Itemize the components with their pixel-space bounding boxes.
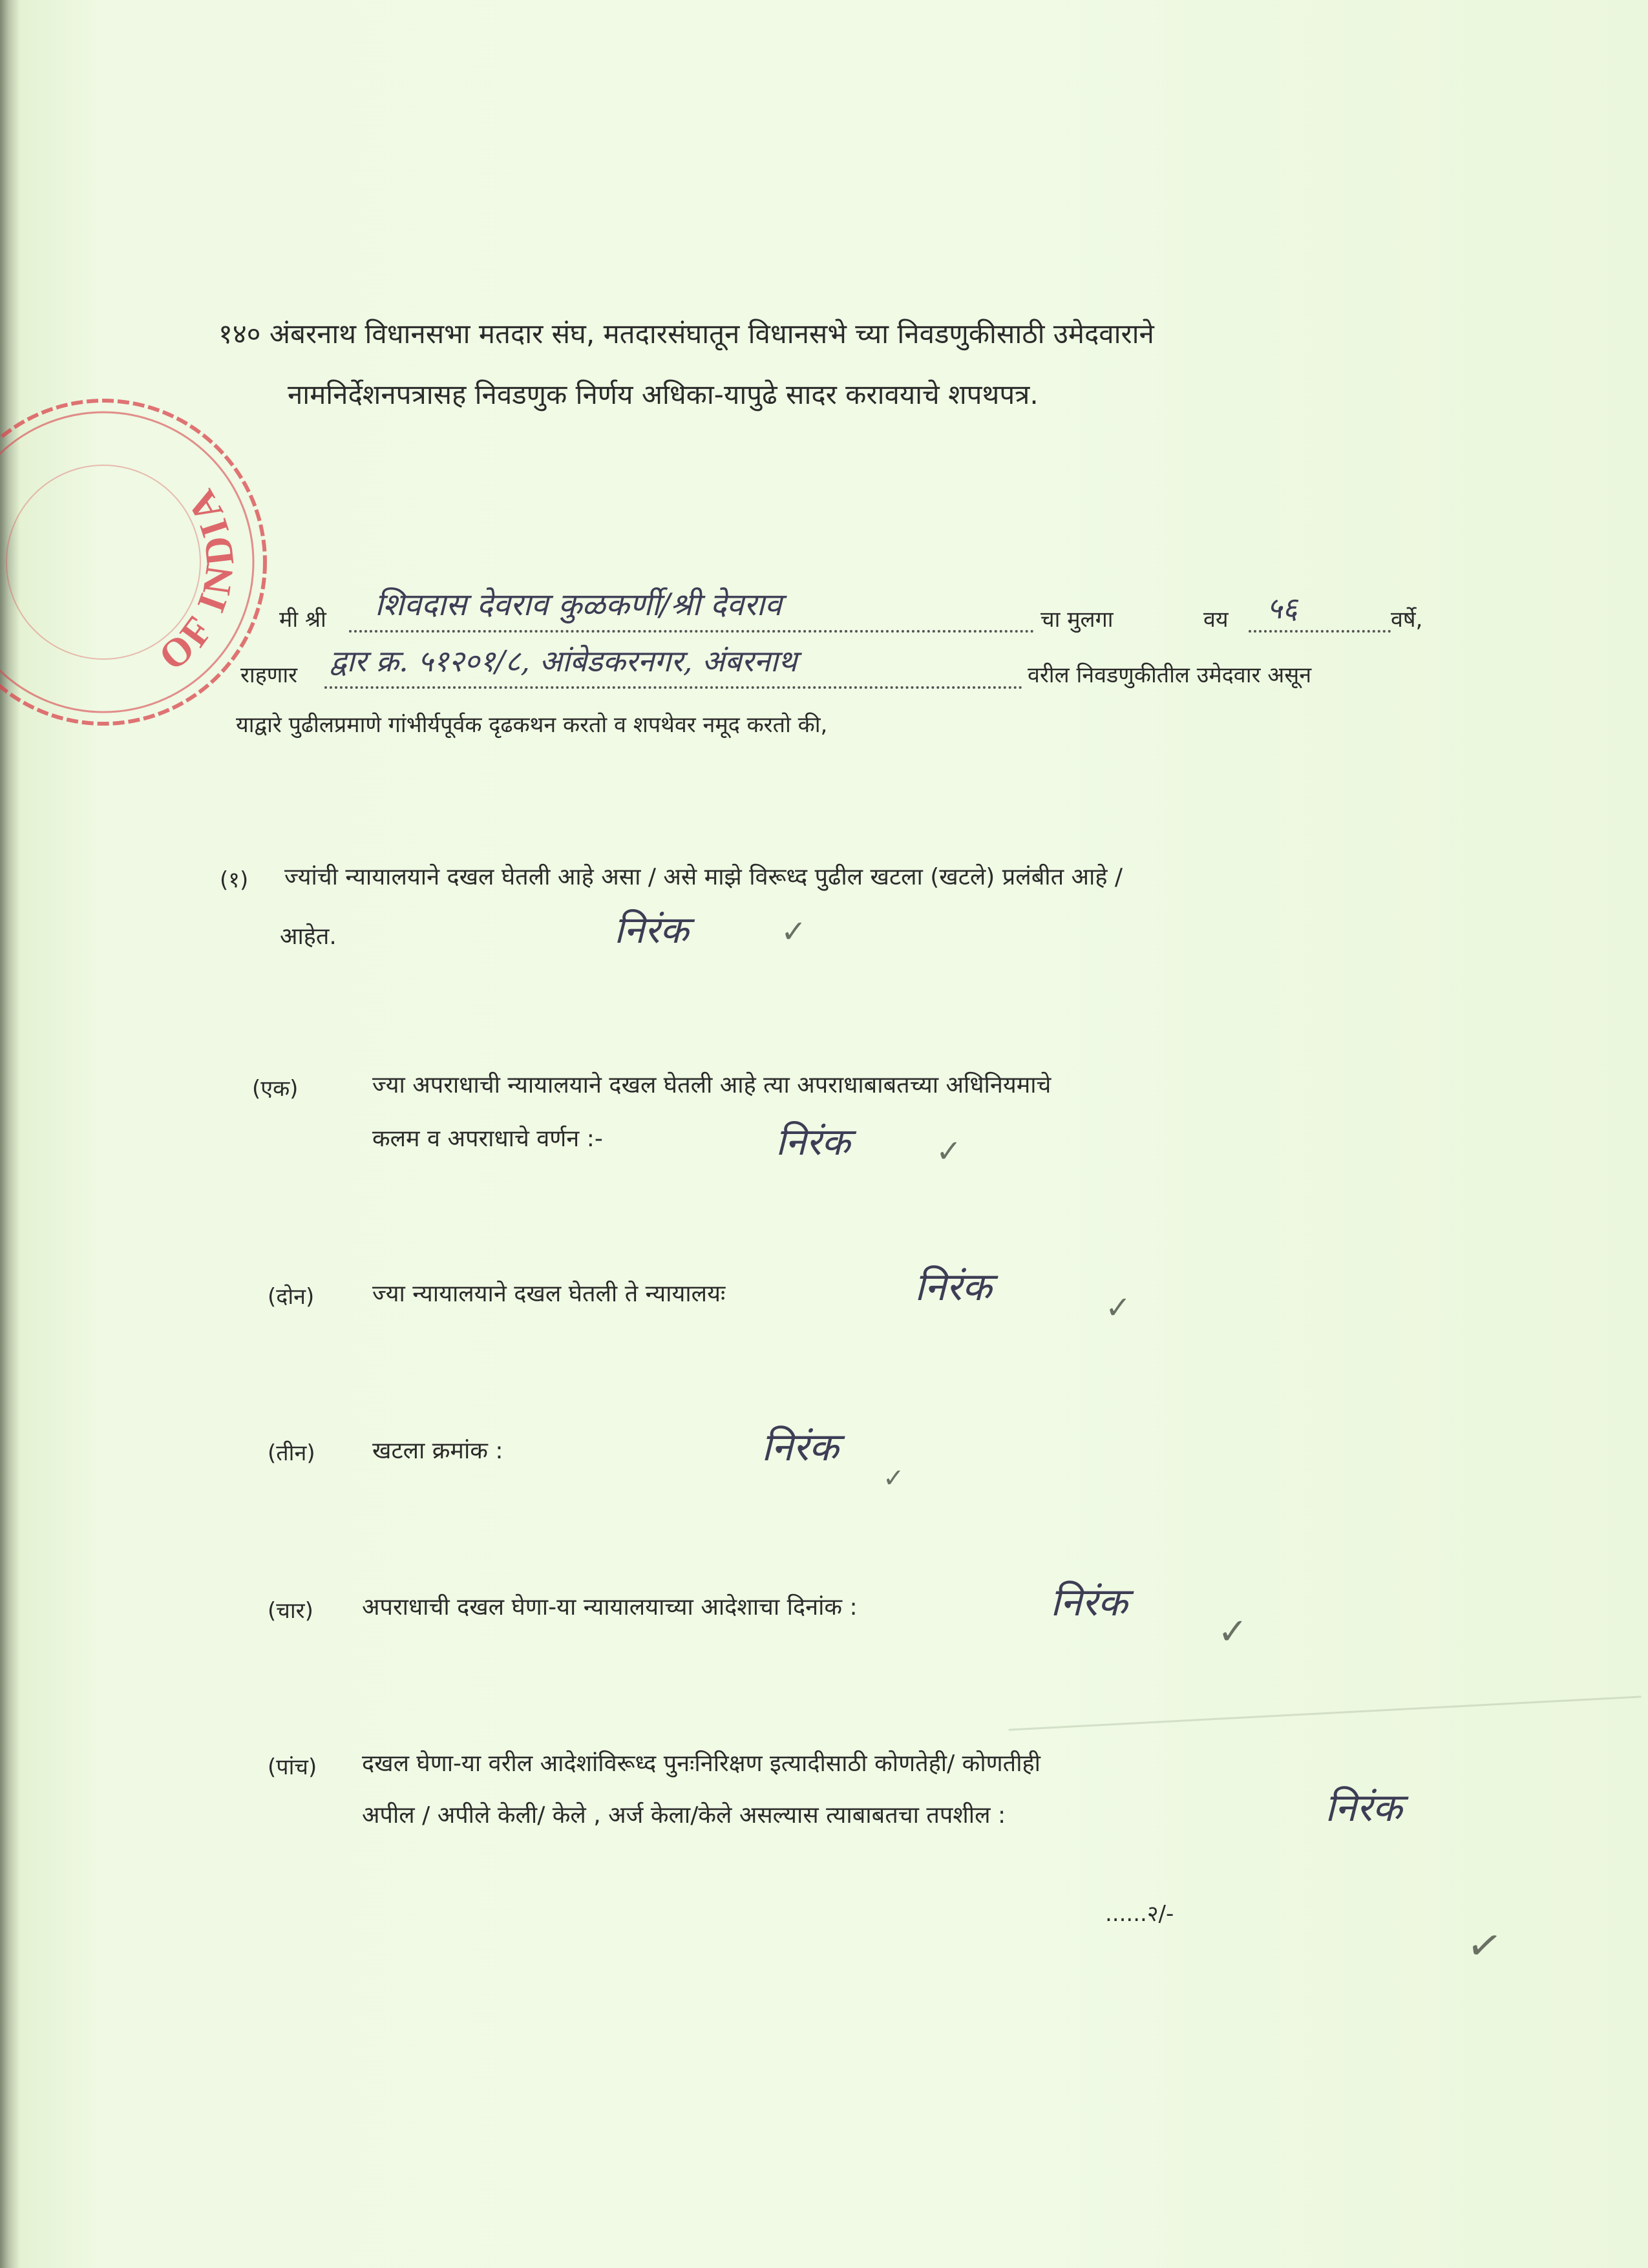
check-tick-3: ✓ [1105, 1290, 1132, 1326]
address-fill-line [324, 686, 1022, 689]
item-a-number: (एक) [252, 1076, 299, 1102]
check-tick-1: ✓ [781, 914, 807, 950]
years-label: वर्षे, [1391, 607, 1423, 633]
item-1-line-2: आहेत. [280, 923, 337, 950]
seal-stamp [0, 388, 278, 737]
item-e-line-1: दखल घेणा-या वरील आदेशांविरूध्द पुनःनिरिक्षण इत्यादीसाठी कोणतेही/ कोणतीही [362, 1750, 1041, 1777]
item-e-number: (पांच) [268, 1754, 317, 1780]
item-a-answer-handwritten: निरंक [776, 1120, 850, 1164]
item-b-text: ज्या न्यायालयाने दखल घेतली ते न्यायालयः [372, 1281, 726, 1307]
candidate-text: वरील निवडणुकीतील उमेदवार असून [1028, 662, 1312, 688]
item-a-line-1: ज्या अपराधाची न्यायालयाने दखल घेतली आहे त्या अपराधाबाबतच्या अधिनियमाचे [372, 1072, 1051, 1098]
item-e-line-2: अपील / अपीले केली/ केले , अर्ज केला/केले असल्यास त्याबाबतचा तपशील : [362, 1802, 1006, 1829]
header-line-2: नामनिर्देशनपत्रासह निवडणुक निर्णय अधिका-यापुढे सादर करावयाचे शपथपत्र. [288, 379, 1039, 410]
seal-text: OF INDIA [151, 479, 243, 679]
check-tick-6: ✓ [1463, 1919, 1506, 1973]
age-label: वय [1203, 607, 1229, 633]
declaration-prefix: मी श्री [279, 607, 326, 633]
check-tick-2: ✓ [936, 1133, 962, 1170]
header-line-1: १४० अंबरनाथ विधानसभा मतदार संघ, मतदारसंघातून विधानसभे च्या निवडणुकीसाठी उमेदवाराने [218, 318, 1154, 350]
age-handwritten: ५६ [1267, 591, 1298, 625]
age-fill-line [1249, 630, 1391, 633]
item-d-number: (चार) [268, 1598, 313, 1624]
item-b-answer-handwritten: निरंक [914, 1265, 992, 1310]
candidate-name-handwritten: शिवदास देवराव कुळकर्णी/श्री देवराव [375, 587, 782, 623]
item-1-answer-handwritten: निरंक [614, 908, 689, 952]
item-1-line-1: ज्यांची न्यायालयाने दखल घेतली आहे असा / असे माझे विरूध्द पुढील खटला (खटले) प्रलंबीत आहे / [284, 864, 1123, 890]
residing-label: राहणार [240, 662, 298, 688]
page-continuation-marker: ......२/- [1105, 1901, 1174, 1927]
son-of-label: चा मुलगा [1041, 607, 1114, 633]
item-c-text: खटला क्रमांक : [372, 1438, 503, 1464]
item-1-number: (१) [220, 867, 249, 893]
item-c-number: (तीन) [268, 1440, 315, 1466]
item-b-number: (दोन) [268, 1284, 315, 1310]
scan-edge-shadow [0, 0, 19, 2268]
item-d-text: अपराधाची दखल घेणा-या न्यायालयाच्या आदेशाचा दिनांक : [362, 1594, 858, 1621]
item-e-answer-handwritten: निरंक [1325, 1785, 1402, 1831]
check-tick-5: ✓ [1218, 1611, 1248, 1653]
address-handwritten: द्वार क्र. ५१२०१/८, आंबेडकरनगर, अंबरनाथ [330, 644, 798, 678]
item-a-line-2: कलम व अपराधाचे वर्णन :- [372, 1126, 603, 1152]
declaration-line-3: याद्वारे पुढीलप्रमाणे गांभीर्यपूर्वक दृढकथन करतो व शपथेवर नमूद करतो की, [236, 712, 828, 738]
item-c-answer-handwritten: निरंक [761, 1425, 839, 1470]
check-tick-4: ✓ [883, 1464, 905, 1493]
svg-text:OF INDIA [151, 479, 242, 679]
name-fill-line [349, 630, 1034, 633]
item-d-answer-handwritten: निरंक [1050, 1580, 1128, 1625]
